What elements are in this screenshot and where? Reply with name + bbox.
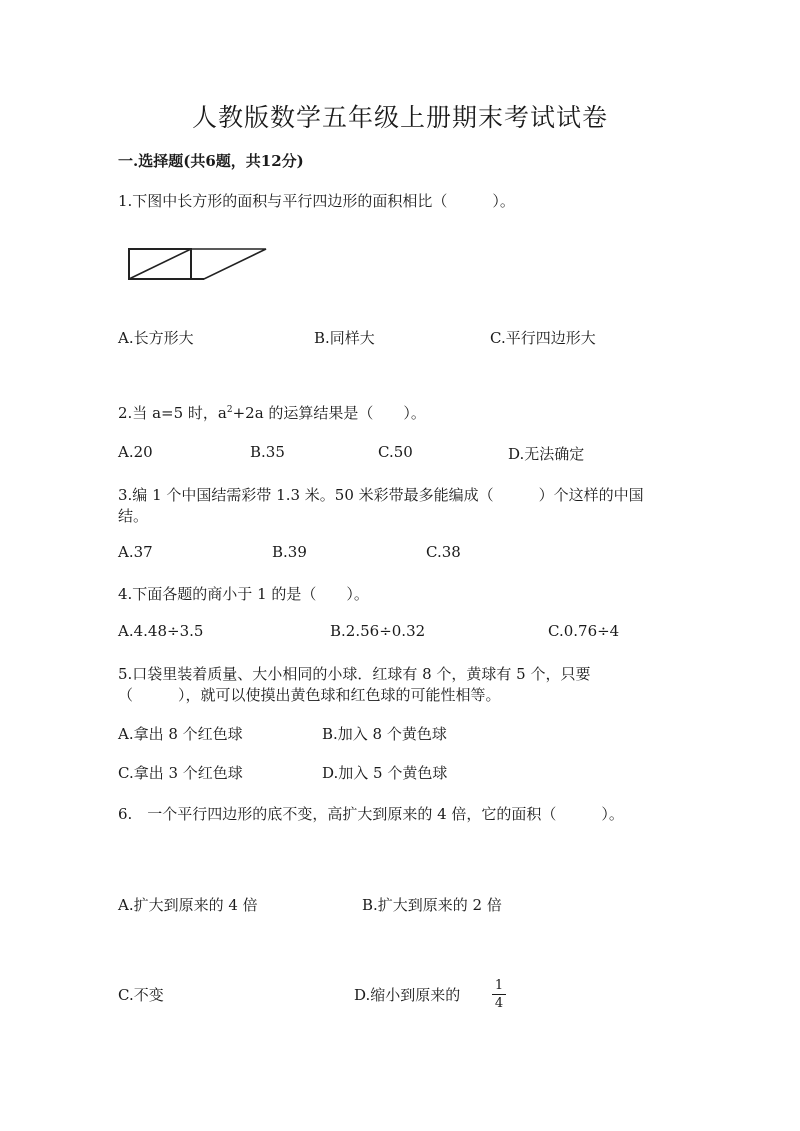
question-2-option-d: D.无法确定 [508, 445, 585, 463]
question-6-fraction [492, 978, 506, 1011]
page-title: 人教版数学五年级上册期末考试试卷 [191, 103, 608, 132]
question-3-option-c: C.38 [426, 543, 461, 561]
rectangle-parallelogram-figure [126, 244, 271, 284]
rectangle-diagonal [129, 249, 191, 279]
question-2-option-c: C.50 [378, 443, 413, 461]
question-5-option-d: D.加入 5 个黄色球 [322, 764, 448, 782]
question-1-stem: 1.下图中长方形的面积与平行四边形的面积相比（ ）。 [118, 192, 515, 210]
question-3-stem-line1: 3.编 1 个中国结需彩带 1.3 米。50 米彩带最多能编成（ ）个这样的中国 [118, 486, 644, 504]
question-3-option-b: B.39 [272, 543, 307, 561]
question-6-option-d: D.缩小到原来的 [354, 986, 461, 1004]
question-6-option-c: C.不变 [118, 986, 164, 1004]
fraction-numerator: 1 [494, 978, 504, 993]
question-5-option-a: A.拿出 8 个红色球 [118, 725, 243, 743]
question-3-stem-line2: 结。 [118, 507, 149, 525]
question-2-stem-post: +2a 的运算结果是（ ）。 [232, 404, 426, 422]
question-3-option-a: A.37 [118, 543, 153, 561]
question-1-option-a: A.长方形大 [118, 329, 194, 347]
fraction-denominator: 4 [494, 996, 504, 1011]
fraction-bar [492, 994, 506, 995]
question-4-option-b: B.2.56÷0.32 [330, 622, 426, 640]
question-5-option-b: B.加入 8 个黄色球 [322, 725, 447, 743]
parallelogram-shape [129, 249, 266, 279]
question-2-stem-pre: 2.当 a=5 时，a [118, 404, 227, 422]
question-5-stem-line2: （ ），就可以使摸出黄色球和红色球的可能性相等。 [118, 686, 501, 704]
question-1-option-c: C.平行四边形大 [490, 329, 596, 347]
question-2-option-b: B.35 [250, 443, 285, 461]
question-1-option-b: B.同样大 [314, 329, 375, 347]
question-4-option-c: C.0.76÷4 [548, 622, 620, 640]
question-2-option-a: A.20 [118, 443, 153, 461]
question-5-option-c: C.拿出 3 个红色球 [118, 764, 243, 782]
question-6-option-a: A.扩大到原来的 4 倍 [118, 896, 258, 914]
question-5-stem-line1: 5.口袋里装着质量、大小相同的小球．红球有 8 个，黄球有 5 个，只要 [118, 665, 591, 683]
question-2-exponent: 2 [226, 405, 233, 415]
question-6-option-b: B.扩大到原来的 2 倍 [362, 896, 502, 914]
question-6-stem: 6. 一个平行四边形的底不变，高扩大到原来的 4 倍，它的面积（ ）。 [118, 805, 624, 823]
section-heading: 一.选择题(共6题，共12分) [118, 152, 304, 170]
question-4-option-a: A.4.48÷3.5 [118, 622, 204, 640]
question-4-stem: 4.下面各题的商小于 1 的是（ ）。 [118, 585, 369, 603]
question-2-stem [118, 402, 426, 423]
